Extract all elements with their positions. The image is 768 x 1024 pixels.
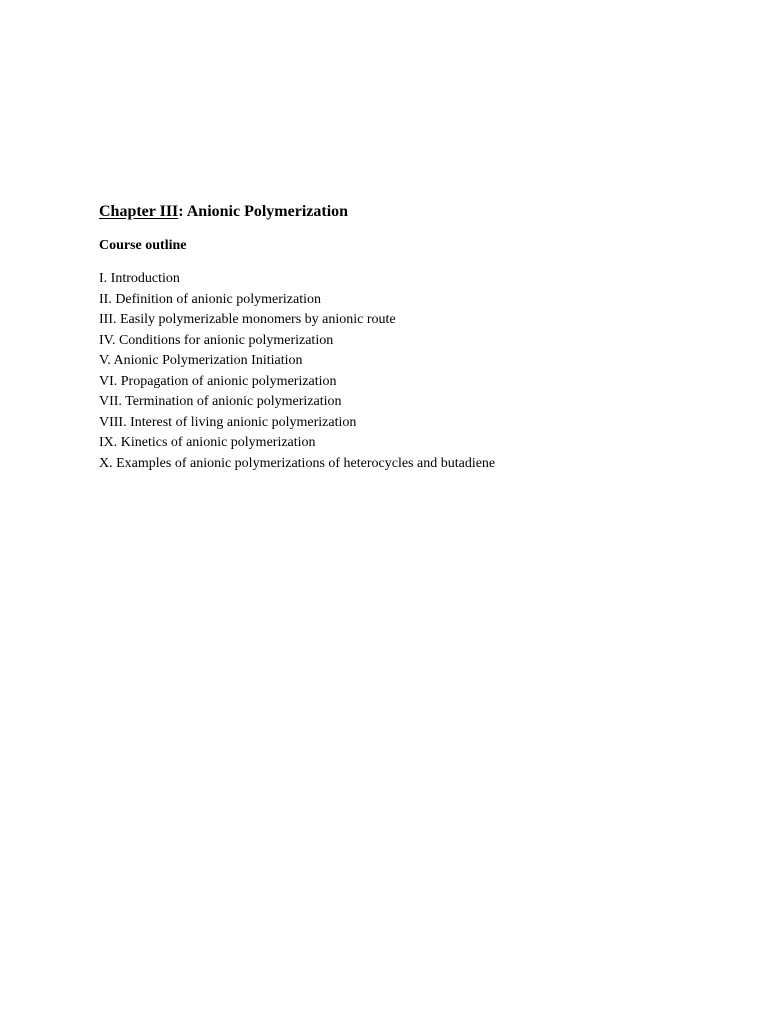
outline-item: IX. Kinetics of anionic polymerization (99, 435, 316, 450)
outline-item: IV. Conditions for anionic polymerization (99, 332, 334, 348)
outline-item: VI. Propagation of anionic polymerization (99, 373, 337, 389)
document-content (99, 201, 719, 474)
course-outline-list (99, 269, 719, 474)
outline-item: VIII. Interest of living anionic polymerization (99, 414, 357, 430)
outline-item: III. Easily polymerizable monomers by anionic route (99, 312, 396, 327)
outline-item: V. Anionic Polymerization Initiation (99, 353, 303, 368)
course-outline-heading: Course outline (99, 238, 187, 253)
chapter-title (99, 201, 719, 223)
chapter-label: Chapter III (99, 203, 179, 220)
outline-item: VII. Termination of anionic polymerization (99, 394, 342, 409)
outline-item: X. Examples of anionic polymerizations of heterocycles and butadiene (99, 455, 496, 471)
chapter-separator: : (178, 203, 187, 220)
chapter-subject: Anionic Polymerization (186, 203, 349, 220)
outline-item: II. Definition of anionic polymerization (99, 291, 321, 307)
outline-item: I. Introduction (99, 271, 180, 286)
